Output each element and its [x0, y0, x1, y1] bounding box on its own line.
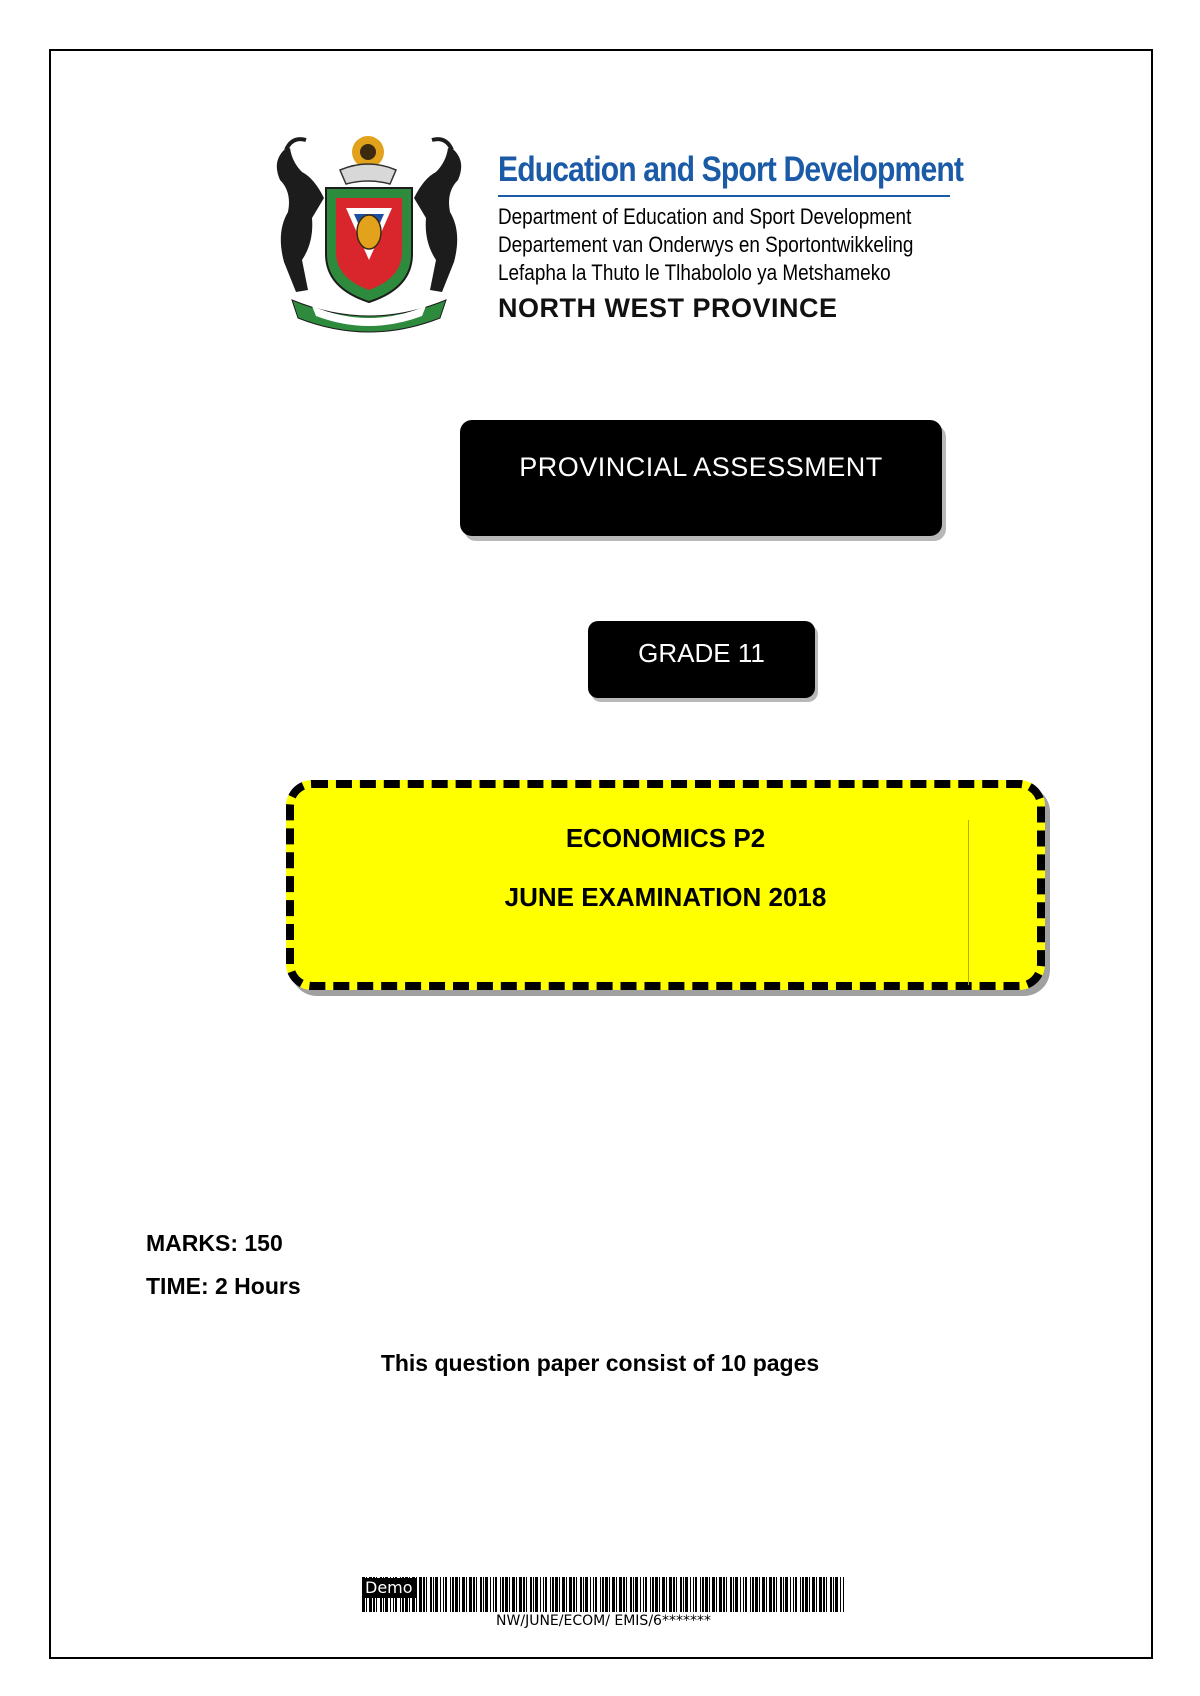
barcode-bar: [419, 1577, 422, 1612]
department-name-english: Department of Education and Sport Development: [498, 204, 912, 229]
department-name-setswana: Lefapha la Thuto le Tlhabololo ya Metshameko: [498, 260, 891, 285]
barcode-bar: [805, 1577, 808, 1612]
barcode-bar: [809, 1577, 810, 1612]
barcode-bar: [512, 1577, 515, 1612]
barcode-bar: [545, 1577, 547, 1612]
barcode-bar: [790, 1577, 791, 1612]
barcode-bar: [700, 1577, 701, 1612]
barcode-bar: [733, 1577, 734, 1612]
barcode-bar: [716, 1577, 717, 1612]
barcode-bar: [762, 1577, 765, 1612]
barcode-bar: [416, 1577, 417, 1612]
department-name-afrikaans: Departement van Onderwys en Sportontwikkeling: [498, 232, 914, 257]
subject-exam: JUNE EXAMINATION 2018: [504, 882, 827, 912]
barcode-bar: [640, 1577, 641, 1612]
barcode-bar: [823, 1577, 825, 1612]
barcode-bar: [600, 1577, 601, 1612]
barcode-bar: [795, 1577, 797, 1612]
barcode-bar: [569, 1577, 572, 1612]
barcode-bar: [759, 1577, 760, 1612]
barcode-bar: [505, 1577, 508, 1612]
barcode-bar: [495, 1577, 497, 1612]
barcode-bar: [659, 1577, 660, 1612]
barcode-bar: [685, 1577, 688, 1612]
barcode-bar: [709, 1577, 710, 1612]
barcode-bar: [530, 1577, 532, 1612]
page-count-note: This question paper consist of 10 pages: [380, 1350, 820, 1376]
barcode-bar: [573, 1577, 575, 1612]
barcode-bar: [609, 1577, 610, 1612]
barcode-bar: [490, 1577, 491, 1612]
barcode-bar: [802, 1577, 804, 1612]
barcode-bar: [780, 1577, 782, 1612]
barcode-bar: [493, 1577, 494, 1612]
barcode-bar: [480, 1577, 482, 1612]
barcode-bar: [566, 1577, 567, 1612]
time-allowed: TIME: 2 Hours: [146, 1273, 301, 1299]
department-header: [498, 150, 964, 324]
barcode-bar: [616, 1577, 617, 1612]
barcode-bar: [785, 1577, 788, 1612]
barcode-bar: [519, 1577, 522, 1612]
barcode-bar: [550, 1577, 551, 1612]
barcode-bar: [423, 1577, 425, 1612]
barcode-bar: [666, 1577, 667, 1612]
barcode-bar: [483, 1577, 484, 1612]
barcode-bar: [835, 1577, 838, 1612]
barcode-bar: [776, 1577, 777, 1612]
barcode-bar: [602, 1577, 604, 1612]
barcode-bar: [793, 1577, 794, 1612]
barcode-bar: [590, 1577, 591, 1612]
barcode-bar: [740, 1577, 741, 1612]
shield-emblem: [326, 188, 412, 302]
barcode-bar: [652, 1577, 654, 1612]
barcode-bar: [730, 1577, 732, 1612]
barcode-bar: [473, 1577, 475, 1612]
barcode-bar: [783, 1577, 784, 1612]
barcode-bar: [769, 1577, 772, 1612]
barcode-bar: [535, 1577, 538, 1612]
barcode-bar: [540, 1577, 541, 1612]
barcode: [362, 1577, 845, 1612]
marks-total: MARKS: 150: [146, 1230, 283, 1256]
barcode-bar: [695, 1577, 697, 1612]
barcode-bar: [723, 1577, 725, 1612]
barcode-bar: [509, 1577, 510, 1612]
barcode-bar: [819, 1577, 822, 1612]
barcode-bar: [745, 1577, 747, 1612]
barcode-bar: [455, 1577, 458, 1612]
barcode-bar: [452, 1577, 454, 1612]
barcode-bar: [595, 1577, 597, 1612]
barcode-bar: [673, 1577, 675, 1612]
barcode-bar: [693, 1577, 694, 1612]
barcode-bar: [502, 1577, 504, 1612]
barcode-bar: [719, 1577, 722, 1612]
barcode-bar: [840, 1577, 841, 1612]
barcode-bar: [580, 1577, 582, 1612]
barcode-bar: [643, 1577, 644, 1612]
barcode-bar: [662, 1577, 665, 1612]
barcode-bar: [516, 1577, 517, 1612]
barcode-bar: [459, 1577, 460, 1612]
barcode-bar: [462, 1577, 465, 1612]
motto-ribbon: [292, 300, 446, 332]
assessment-banner: [460, 420, 942, 536]
barcode-bar: [605, 1577, 608, 1612]
sunflower-emblem: [352, 136, 384, 168]
grade-label: GRADE 11: [638, 638, 765, 668]
barcode-bar: [559, 1577, 560, 1612]
subject-paper: ECONOMICS P2: [565, 823, 766, 853]
barcode-bar: [443, 1577, 444, 1612]
barcode-bar: [585, 1577, 588, 1612]
barcode-bar: [626, 1577, 627, 1612]
barcode-bar: [612, 1577, 615, 1612]
barcode-bar: [830, 1577, 832, 1612]
barcode-bar: [485, 1577, 488, 1612]
barcode-bar: [630, 1577, 632, 1612]
barcode-bar: [650, 1577, 651, 1612]
title-underline: [498, 195, 950, 197]
barcode-bar: [469, 1577, 472, 1612]
barcode-bar: [743, 1577, 744, 1612]
barcode-bar: [680, 1577, 682, 1612]
barcode-bar: [655, 1577, 658, 1612]
barcode-bar: [712, 1577, 715, 1612]
barcode-bar: [576, 1577, 577, 1612]
barcode-bar: [466, 1577, 467, 1612]
barcode-bar: [440, 1577, 441, 1612]
barcode-bar: [816, 1577, 817, 1612]
barcode-code-text: NW/JUNE/ECOM/ EMIS/6*******: [496, 1613, 711, 1629]
barcode-bar: [433, 1577, 434, 1612]
grade-banner: [588, 621, 815, 698]
barcode-bar: [635, 1577, 638, 1612]
barcode-bar: [750, 1577, 751, 1612]
antelope-left: [277, 139, 324, 292]
barcode-bar: [476, 1577, 477, 1612]
barcode-bar: [633, 1577, 634, 1612]
barcode-bar: [523, 1577, 525, 1612]
barcode-bar: [430, 1577, 432, 1612]
barcode-bar: [669, 1577, 672, 1612]
barcode-bar: [552, 1577, 554, 1612]
demo-watermark: Demo: [362, 1578, 416, 1598]
barcode-bar: [833, 1577, 834, 1612]
barcode-bar: [735, 1577, 738, 1612]
barcode-bar: [543, 1577, 544, 1612]
barcode-bar: [583, 1577, 584, 1612]
antelope-right: [414, 139, 461, 292]
barcode-bar: [773, 1577, 775, 1612]
barcode-bar: [645, 1577, 647, 1612]
barcode-bar: [445, 1577, 447, 1612]
barcode-bar: [593, 1577, 594, 1612]
barcode-bar: [726, 1577, 727, 1612]
barcode-bar: [526, 1577, 527, 1612]
barcode-bar: [533, 1577, 534, 1612]
barcode-bar: [619, 1577, 622, 1612]
barcode-bar: [450, 1577, 451, 1612]
barcode-bar: [800, 1577, 801, 1612]
barcode-bar: [766, 1577, 767, 1612]
barcode-bar: [562, 1577, 565, 1612]
barcode-bar: [812, 1577, 815, 1612]
barcode-bar: [623, 1577, 625, 1612]
barcode-bar: [755, 1577, 758, 1612]
barcode-bar: [843, 1577, 844, 1612]
barcode-bar: [500, 1577, 501, 1612]
barcode-bar: [690, 1577, 691, 1612]
barcode-bar: [705, 1577, 708, 1612]
barcode-bar: [555, 1577, 558, 1612]
barcode-bar: [676, 1577, 677, 1612]
coat-of-arms-logo: [262, 132, 476, 334]
barcode-bar: [435, 1577, 438, 1612]
barcode-bar: [826, 1577, 827, 1612]
assessment-label: PROVINCIAL ASSESSMENT: [519, 451, 883, 482]
barcode-bar: [426, 1577, 427, 1612]
province-name: NORTH WEST PROVINCE: [498, 293, 838, 323]
barcode-bar: [683, 1577, 684, 1612]
barcode-bar: [752, 1577, 754, 1612]
barcode-bar: [702, 1577, 704, 1612]
department-title: Education and Sport Development: [498, 150, 964, 189]
